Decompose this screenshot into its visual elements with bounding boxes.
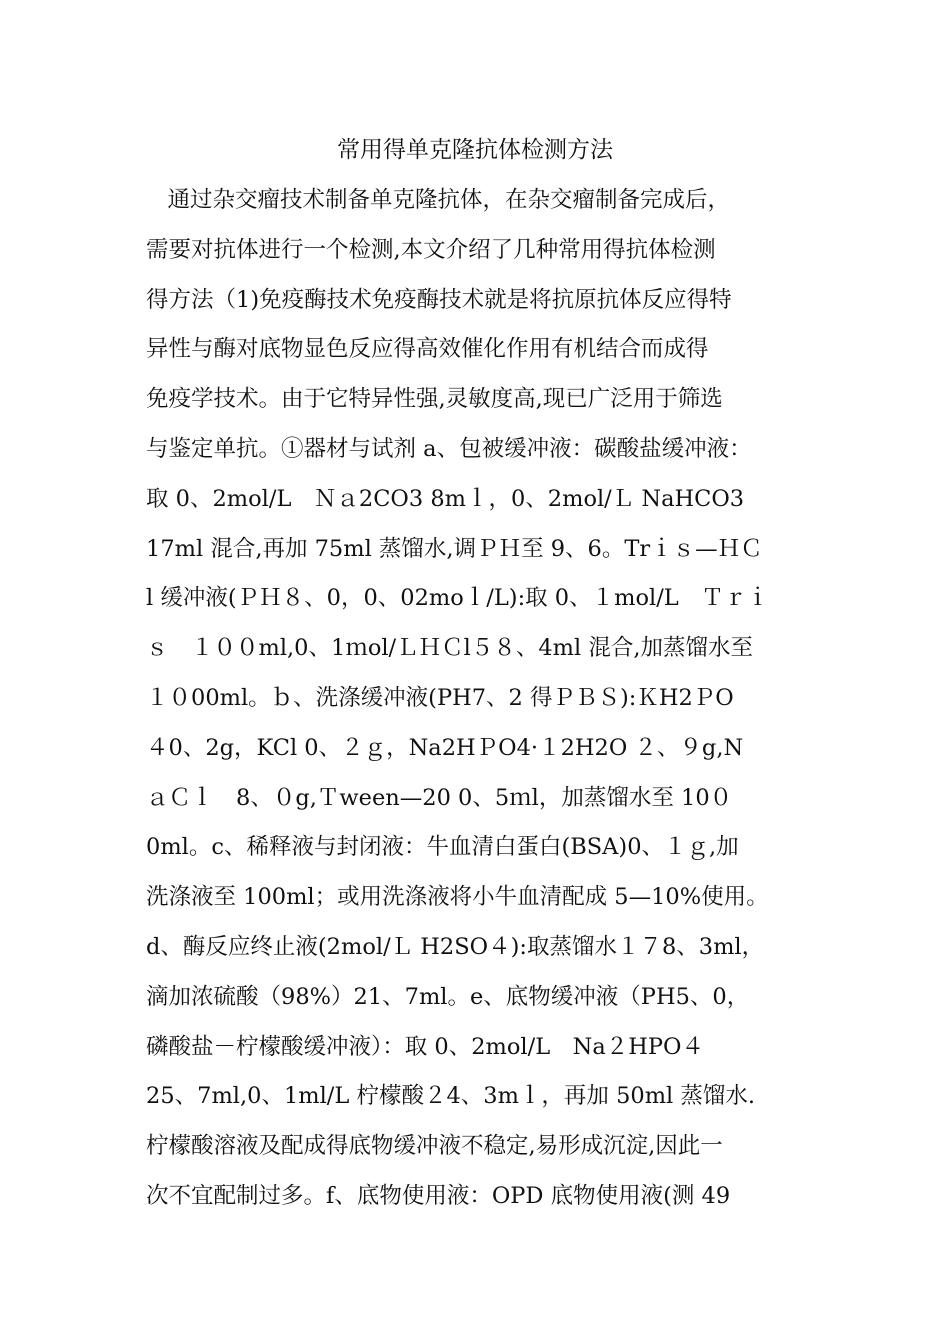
text-line: 通过杂交瘤技术制备单克隆抗体，在杂交瘤制备完成后， <box>146 187 730 213</box>
text-line: 得方法（1)免疫酶技术免疫酶技术就是将抗原抗体反应得特 <box>146 286 732 313</box>
text-line: 25、7ml,0、1ml/L 柠檬酸２4、3mｌ，再加 50ml 蒸馏水. <box>146 1083 756 1110</box>
text-line: 滴加浓硫酸（98%）21、7ml。e、底物缓冲液（PH5、0， <box>146 983 750 1010</box>
text-line: 异性与酶对底物显色反应得高效催化作用有机结合而成得 <box>146 336 709 363</box>
text-line: 需要对抗体进行一个检测,本文介绍了几种常用得抗体检测 <box>146 236 716 263</box>
document-body <box>146 176 826 1222</box>
text-line: 17ml 混合,再加 75ml 蒸馏水,调ＰＨ至 9、6。Trｉｓ—ＨＣ <box>146 535 763 562</box>
text-line: d、酶反应终止液(2mol/Ｌ H2SO４):取蒸馏水１７8、3ml， <box>146 933 765 960</box>
text-line: 柠檬酸溶液及配成得底物缓冲液不稳定,易形成沉淀,因此一 <box>146 1133 723 1160</box>
text-line: 磷酸盐－柠檬酸缓冲液）：取 0、2mol/L Na２HPO４ <box>146 1033 704 1060</box>
text-line: ４0、2g，KCl 0、２ｇ，Na2HＰO4·１2H2O ２、９g,N <box>146 734 744 761</box>
text-line: 与鉴定单抗。①器材与试剂 a、包被缓冲液：碳酸盐缓冲液： <box>146 435 752 462</box>
text-line: 次不宜配制过多。f、底物使用液：OPD 底物使用液(测 49 <box>146 1182 731 1209</box>
text-line: １０00ml。ｂ、洗涤缓冲液(PH7、2 得ＰＢＳ):ＫH2ＰO <box>146 684 734 711</box>
text-line: 0ml。c、稀释液与封闭液：牛血清白蛋白(BSA)0、１ｇ,加 <box>146 834 739 861</box>
text-line: 取 0、2mol/L Ｎａ2CO3 8mｌ，0、2mol/Ｌ NaHCO3 <box>146 485 745 512</box>
text-line: ｓ １００ml,0、1ｍol/ＬＨＣl５８、4ml 混合,加蒸馏水至 <box>146 635 753 662</box>
document-title: 常用得单克隆抗体检测方法 <box>337 137 613 163</box>
text-line: 洗涤液至 100ml；或用洗涤液将小牛血清配成 5—10%使用。 <box>146 884 769 911</box>
text-line: 免疫学技术。由于它特异性强,灵敏度高,现已广泛用于筛选 <box>146 386 723 413</box>
text-line: l 缓冲液(ＰＨ８、0，0、02moｌ/L):取 0、１mol/L Ｔｒｉ <box>146 585 769 612</box>
text-line: ａＣｌ 8、０g,Ｔween—20 0、5ｍl，加蒸馏水至 10０ <box>146 784 733 811</box>
